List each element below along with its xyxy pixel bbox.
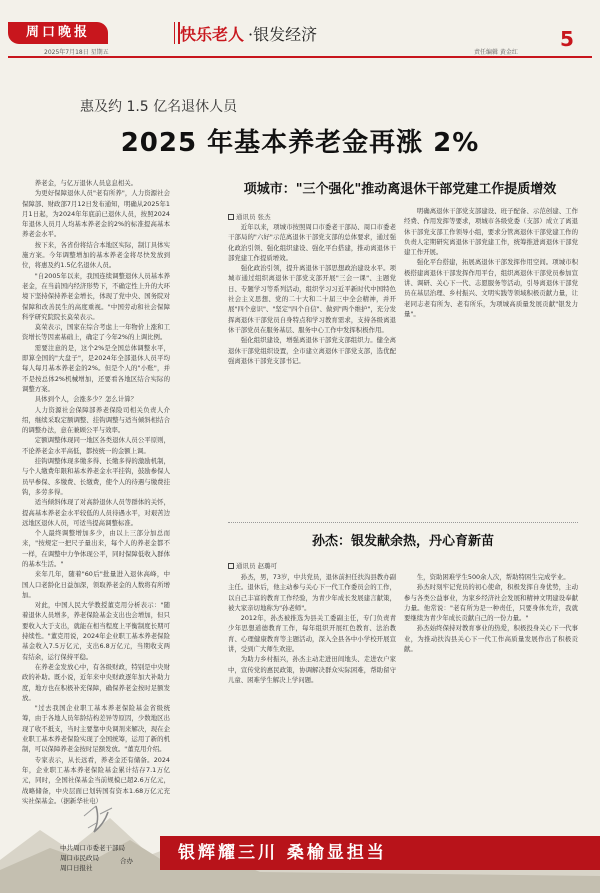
story2-paragraph: 孙杰始终保持对教育事业的热爱，积极投身关心下一代事业，为推动扶沟县关心下一代工作高质量发展作出了积极贡献。 — [404, 624, 578, 654]
section-title-sub: ·银发经济 — [248, 25, 318, 44]
story2-byline-text: 通讯员 赵璐可 — [236, 562, 278, 570]
story1-title: 项城市："三个强化"推动离退休干部党建工作提质增效 — [243, 182, 557, 197]
issue-date: 2025年7月18日 星期五 — [44, 49, 109, 56]
lead-kicker: 惠及约 1.5 亿名退休人员 — [80, 99, 238, 115]
co-organizers — [60, 843, 125, 873]
story2-body-left — [228, 572, 396, 832]
lead-paragraph: 来年几年，随着"60后"批量进入退休高峰，中国人口老龄化日益加深，领取养老金的人数将有所增加。 — [22, 570, 170, 599]
lead-paragraph: "自2005年以来，我国连续调整退休人员基本养老金，在当前国内经济形势下，不确定性上升的大环境下坚持保持养老金增长，体现了党中央、国务院对保障和改善民生的高度重视。"中国劳动和社会保障科学研究院院长莫荣表示。 — [22, 271, 170, 321]
lead-paragraph: 适当倾斜体现了对高龄退休人员等群体的关怀，提高基本养老金水平较低的人员待遇水平，对艰苦边远地区退休人员，可适当提高调整标准。 — [22, 498, 170, 527]
section-title-main: 快乐老人 — [180, 25, 245, 44]
lead-paragraph: 挂钩调整体现多缴多得、长缴多得的激励机制，与个人缴费年限和基本养老金水平挂钩，鼓励参保人员早参保、多缴费、长缴费，使个人的待遇与缴费挂钩，多劳多得。 — [22, 457, 170, 496]
lead-paragraph: 对此，中国人民大学教授董克用分析表示："随着退休人员增多，养老保险基金支出也会增加，但只要收入大于支出，就能在相当程度上平衡制度长期可持续性。"董克用说，2024年企业职工基本养老保险基金收入7.5万亿元，支出6.8万亿元，当期收支两有结余，运行保持平稳。 — [22, 601, 170, 661]
lead-paragraph: 定额调整体现同一地区各类退休人员公平原则，不论养老金水平高低，都按统一的金额上调。 — [22, 436, 170, 455]
story2-body-right — [404, 572, 578, 832]
story-divider — [228, 522, 578, 523]
story1-paragraph: 强化政治引领，提升离退休干部思想政治建设水平。项城市通过组织离退休干部党支部开展"三会一课"、主题党日、专题学习等系列活动，组织学习习近平新时代中国特色社会主义思想、党的二十大和二十届三中全会精神，并开展"四个意识"、"坚定"四个自信"、做到"两个维护"，充分发挥离退休干部党员自身特点和学习教育需求，支持各级离退休干部党员在服务基层、服务中心工作中发挥积极作用。 — [228, 264, 396, 334]
section-bar — [174, 22, 175, 44]
lead-paragraph: 需要注意的是，这个2%是全国总体调整水平，即算全国的"大盘子"，是2024年全部退休人员平均每人每月基本养老金的2%。但是个人的"小账"，并不是按总体2%机械增加，还要看各地区结合实际的调整方案。 — [22, 343, 170, 393]
lead-paragraph: 莫荣表示，国家在综合考虑上一年物价上涨和工资增长等因素基础上，确定了今年2%的上调比例。 — [22, 323, 170, 342]
story2-byline — [228, 561, 277, 570]
byline-box-icon — [228, 214, 234, 220]
lead-paragraph: 专家表示，从长远看，养老金还有储备。2024年，企业职工基本养老保险基金累计结存7.1万亿元，同时，全国社保基金当前规模已超2.6万亿元，战略储备，中央层面已划转国有资本1.68万亿元充实社保基金。（据新华社电） — [22, 755, 170, 805]
lead-paragraph: "过去我国企业职工基本养老保险基金省级统筹，由于各地人员年龄结构差异等原因，少数地区出现了收不抵支，当时主要靠中央调剂来解决，现在企业职工基本养老保险实现了全国统筹，运用了新的机制，可以保障养老金按时足额发放。"董克用介绍。 — [22, 704, 170, 754]
organizer-line: 周口市民政局 — [60, 854, 99, 862]
lead-paragraph: 个人最终调整增加多少，由以上三部分加总而来，"按规定一把尺子量出来，每个人的养老金都不一样，在调整中力争体现公平，同时保障低收入群体的基本生活。" — [22, 529, 170, 568]
story1-paragraph: 近年以来，项城市按照周口市委老干部局、周口市委老干部局的"六好"示范离退休干部党支部的总体要求，通过强化政治引领、强化组织建设、强化平台搭建，推动离退休干部党建工作提质增效。 — [228, 223, 396, 262]
editor-credit: 责任编辑 黄金红 — [474, 49, 518, 56]
organizer-line: 周口日报社 — [60, 864, 93, 872]
section-title — [180, 22, 317, 45]
story2-paragraph: 为助力乡村振兴，孙杰主动走进田间地头、走进农户家中，宣传党的惠民政策，协调解决群众实际困难，帮助留守儿童、困难学生解决上学问题。 — [228, 655, 396, 684]
story1-paragraph: 强化组织建设，增强离退休干部党支部组织力。健全离退休干部党组织设置，全市建立离退休干部党支部，选优配强离退休干部党支部书记。 — [228, 336, 396, 365]
story1-byline-text: 通讯员 张杰 — [236, 213, 271, 221]
organizer-line: 中共周口市委老干部局 — [60, 844, 125, 852]
story2-title: 孙杰：银发献余热，丹心育新苗 — [311, 534, 494, 549]
story2-paragraph: 生，资助困难学生500余人次，帮助特困生完成学业。 — [416, 573, 570, 581]
lead-paragraph: 按下来，各省份将结合本地区实际，制订具体实施方案。今年调整增加的基本养老金将尽快发放到位，将惠及约1.5亿名退休人员。 — [22, 240, 170, 270]
masthead — [0, 0, 600, 58]
story1-byline — [228, 212, 271, 221]
story1-body-left — [228, 222, 396, 518]
co-label: 合办 — [120, 857, 133, 865]
story1-body-right — [404, 206, 578, 512]
story1-paragraph: 强化平台搭建，拓展离退休干部发挥作用空间。项城市积极搭建离退休干部发挥作用平台，组织离退休干部党员参加宣讲、调研、关心下一代、志愿服务等活动，引导离退休干部党员在基层治理、乡村振兴、文明实践等领域积极贡献力量，让老同志老有所为、老有所乐，为项城高质量发展贡献"银发力量"。 — [404, 258, 578, 318]
masthead-rule — [8, 56, 592, 58]
story2-paragraph: 2012年，孙杰被推选为县关工委副主任，专门负责青少年思想道德教育工作，每年组织开展红色教育、法治教育、心理健康教育等主题活动，深入全县各中小学校开展宣讲，受到广大师生欢迎。 — [228, 614, 396, 654]
byline-box-icon — [228, 563, 234, 569]
lead-paragraph: 在养老金发放心中，有各级财政，特别是中央财政的补助。既小说，近年来中央财政逐年加大补助力度，地方也在积极补充保障，确保养老金按时足额发放。 — [22, 662, 170, 702]
lead-article-body — [22, 178, 170, 805]
lead-paragraph: 人力资源社会保障部养老保险司相关负责人介绍，继续采取定额调整、挂钩调整与适当倾斜相结合的调整办法，意在兼顾公平与效率。 — [22, 405, 170, 435]
paper-logo: 周口晚报 — [8, 22, 108, 44]
footer-ribbon: 银辉耀三川 桑榆显担当 — [160, 836, 600, 870]
story2-paragraph: 孙杰时刻牢记党员的初心使命，积极发挥自身优势，主动参与各类公益事业，为家乡经济社会发展和精神文明建设奉献力量。他常说："老有所为是一种责任，只要身体允许，我就要继续为青少年成长贡献自己的一份力量。" — [404, 583, 578, 623]
story2-paragraph: 孙杰，男，73岁，中共党员，退休前担任扶沟县教办副主任。退休后，他主动参与关心下一代工作委员会的工作，以自己丰富的教育工作经验，为青少年成长发展建言献策，被大家亲切地称为"孙老师"。 — [228, 573, 396, 612]
story1-paragraph: 明确离退休干部党支部建设、班子配备、示范创建、工作经费、作用发挥等要求，项城市各级党委（支部）成立了离退休干部党支部工作领导小组，要求分管离退休干部党建工作的负责人定期研究离退休干部党建工作，统筹推进离退休干部党建工作开展。 — [404, 207, 578, 257]
lead-headline: 2025 年基本养老金再涨 2% — [120, 128, 480, 158]
lead-paragraph: 具体到个人，会涨多少？怎么计算？ — [34, 395, 138, 404]
lead-paragraph: 养老金，与亿万退休人员息息相关。 — [34, 179, 138, 187]
page-number: 5 — [560, 27, 574, 51]
lead-paragraph: 为更好保障退休人员"老有所养"，人力资源社会保障部、财政部7月12日发布通知，明确从2025年1月1日起，为2024年年底前已退休人员，按照2024年退休人员月人均基本养老金的2%的标准提高基本养老金水平。 — [22, 189, 170, 239]
